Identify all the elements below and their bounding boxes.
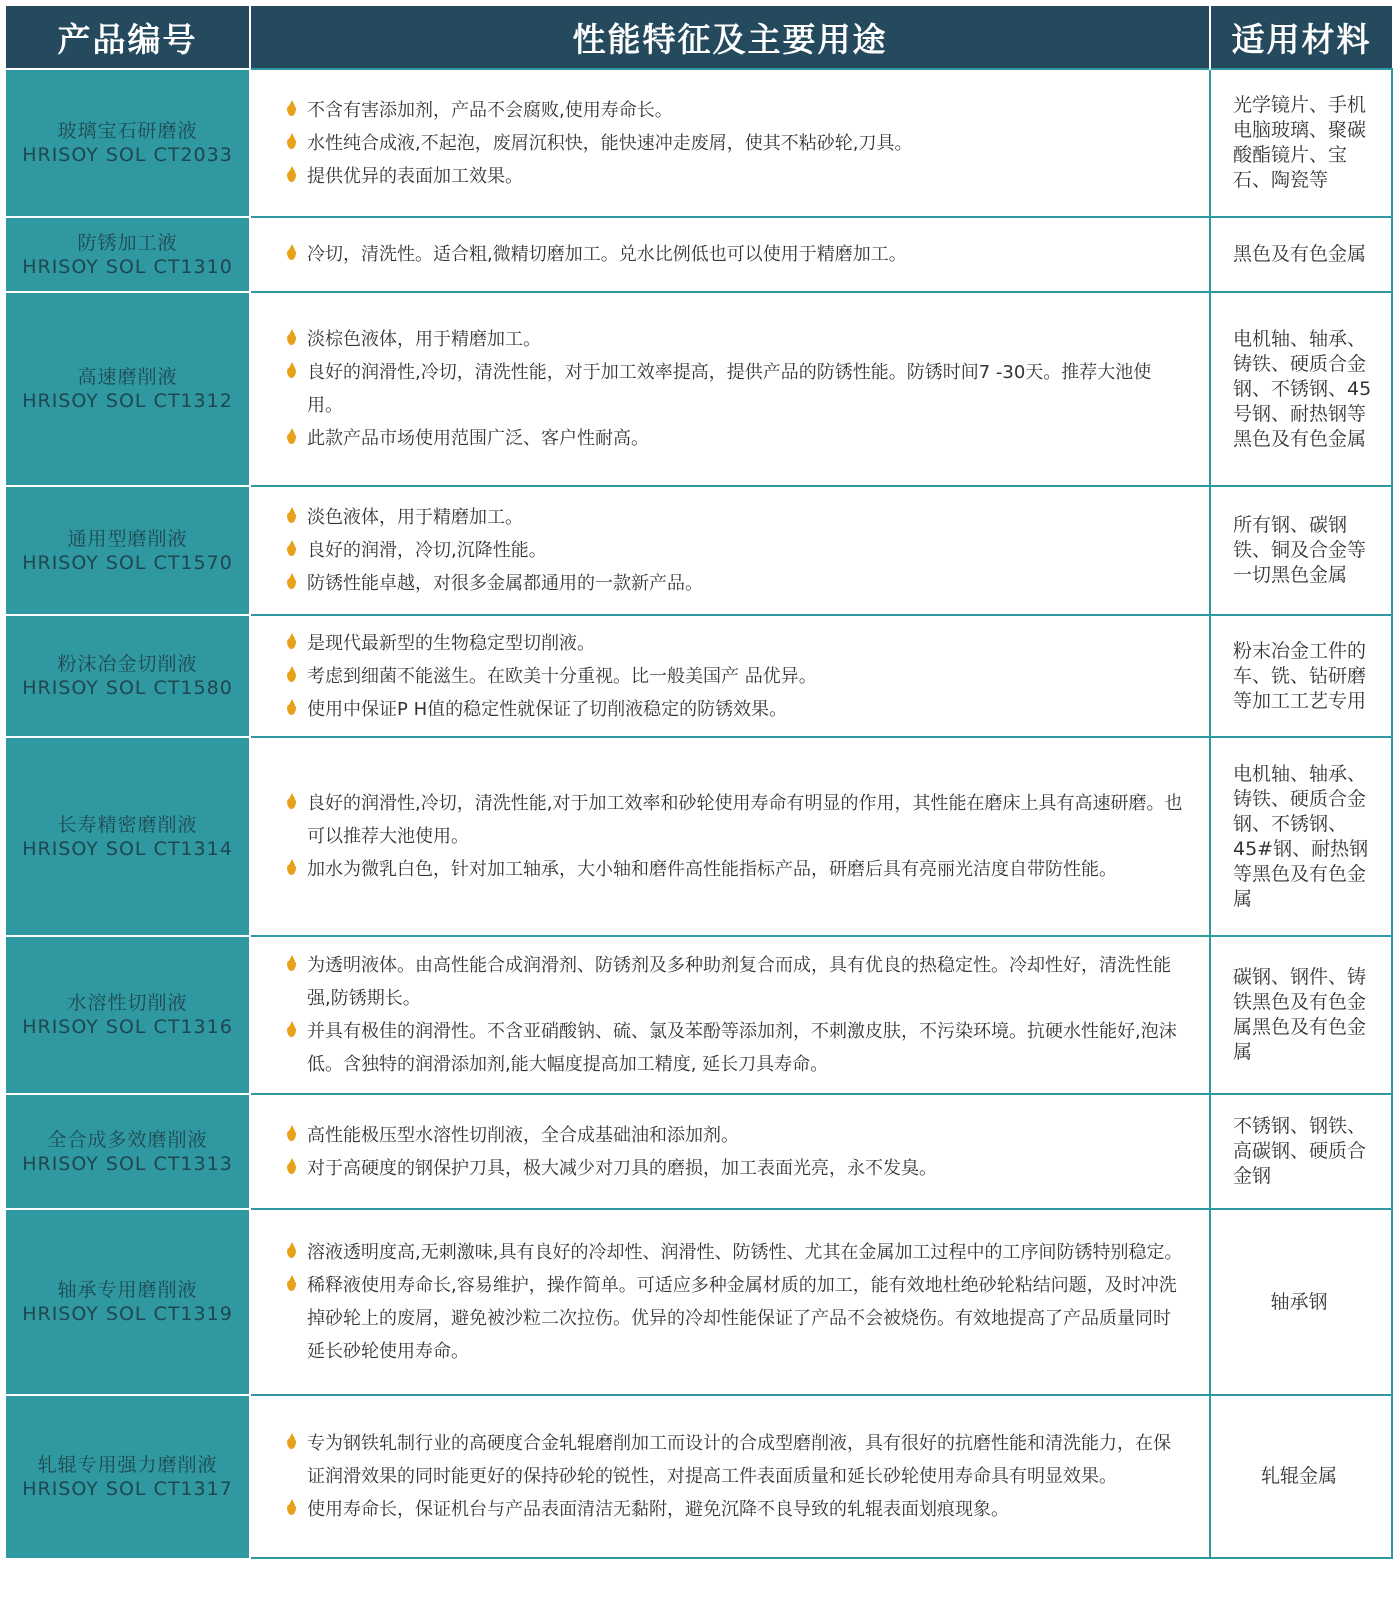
feature-text: 是现代最新型的生物稳定型切削液。 (307, 632, 595, 654)
product-cell (6, 615, 250, 737)
product-name: 水溶性切削液 (67, 992, 188, 1014)
table-row (6, 292, 1392, 486)
table-row (6, 486, 1392, 615)
product-code: HRISOY SOL CT1319 (22, 1303, 233, 1325)
feature-text: 使用中保证P H值的稳定性就保证了切削液稳定的防锈效果。 (307, 698, 788, 720)
materials-cell: 光学镜片、手机电脑玻璃、聚碳酸酯镜片、宝石、陶瓷等 (1210, 69, 1392, 217)
feature-item (287, 1269, 1187, 1368)
product-name: 防锈加工液 (77, 231, 178, 254)
product-name: 玻璃宝石研磨液 (57, 120, 198, 142)
product-cell (6, 486, 250, 615)
table-row (6, 1094, 1392, 1209)
feature-text: 高性能极压型水溶性切削液，全合成基础油和添加剂。 (307, 1124, 739, 1146)
feature-text: 水性纯合成液,不起泡，废屑沉积快，能快速冲走废屑，使其不粘砂轮,刀具。 (307, 132, 913, 154)
feature-text: 冷切，清洗性。适合粗,微精切磨加工。兑水比例低也可以使用于精磨加工。 (307, 244, 907, 265)
materials-cell: 碳钢、钢件、铸铁黑色及有色金属黑色及有色金属 (1210, 936, 1392, 1094)
table-row (6, 936, 1392, 1094)
product-name: 轴承专用磨削液 (57, 1279, 198, 1301)
feature-text: 为透明液体。由高性能合成润滑剂、防锈剂及多种助剂复合而成，具有优良的热稳定性。冷却性好，清洗性能强,防锈期长。 (307, 955, 1171, 1009)
feature-item (287, 1493, 1187, 1526)
features-cell (250, 486, 1210, 615)
features-cell (250, 217, 1210, 292)
features-cell (250, 1395, 1210, 1558)
feature-text: 加水为微乳白色，针对加工轴承，大小轴和磨件高性能指标产品，研磨后具有亮丽光洁度自带防性能。 (307, 859, 1117, 880)
oil-drop-icon (287, 864, 296, 875)
feature-text: 专为钢铁轧制行业的高硬度合金轧辊磨削加工而设计的合成型磨削液，具有很好的抗磨性能和清洗能力，在保证润滑效果的同时能更好的保持砂轮的锐性，对提高工件表面质量和延长砂轮使用寿命具有明显效果。 (307, 1433, 1171, 1487)
oil-drop-icon (287, 1163, 296, 1174)
materials-cell: 所有钢、碳钢铁、铜及合金等一切黑色金属 (1210, 486, 1392, 615)
feature-item (287, 853, 1187, 886)
product-cell (6, 1209, 250, 1395)
header-product-code: 产品编号 (6, 6, 250, 69)
table-row (6, 737, 1392, 936)
product-name: 长寿精密磨削液 (57, 813, 198, 836)
feature-text: 并具有极佳的润滑性。不含亚硝酸钠、硫、氯及苯酚等添加剂，不刺激皮肤，不污染环境。抗硬水性能好,泡沫低。含独特的润滑添加剂,能大幅度提高加工精度, 延长刀具寿命。 (307, 1021, 1177, 1075)
oil-drop-icon (287, 512, 296, 523)
features-cell (250, 69, 1210, 217)
oil-drop-icon (287, 704, 296, 715)
product-cell (6, 936, 250, 1094)
feature-item (287, 1236, 1187, 1269)
table-row (6, 217, 1392, 292)
table-row (6, 1209, 1392, 1395)
materials-cell: 电机轴、轴承、铸铁、硬质合金钢、不锈钢、45号钢、耐热钢等黑色及有色金属 (1210, 292, 1392, 486)
product-code: HRISOY SOL CT1314 (22, 837, 233, 860)
oil-drop-icon (287, 334, 296, 345)
oil-drop-icon (287, 545, 296, 556)
product-code: HRISOY SOL CT1310 (22, 255, 233, 278)
product-code: HRISOY SOL CT1317 (22, 1478, 233, 1500)
product-name: 高速磨削液 (77, 366, 178, 388)
features-cell (250, 615, 1210, 737)
feature-text: 使用寿命长，保证机台与产品表面清洁无黏附，避免沉降不良导致的轧辊表面划痕现象。 (307, 1499, 1009, 1520)
feature-item (287, 501, 1187, 534)
table-body (6, 69, 1392, 1558)
oil-drop-icon (287, 138, 296, 149)
product-cell (6, 1094, 250, 1209)
oil-drop-icon (287, 105, 296, 116)
product-name: 通用型磨削液 (67, 527, 188, 550)
product-code: HRISOY SOL CT1312 (22, 390, 233, 412)
feature-text: 对于高硬度的钢保护刀具，极大减少对刀具的磨损，加工表面光亮，永不发臭。 (307, 1157, 937, 1179)
oil-drop-icon (287, 1504, 296, 1515)
feature-text: 此款产品市场使用范围广泛、客户性耐高。 (307, 428, 649, 449)
product-name: 粉沫冶金切削液 (57, 653, 198, 675)
oil-drop-icon (287, 1247, 296, 1258)
table-row (6, 69, 1392, 217)
feature-item (287, 127, 1187, 160)
oil-drop-icon (287, 1130, 296, 1141)
table-row (6, 1395, 1392, 1558)
oil-drop-icon (287, 671, 296, 682)
feature-item (287, 1427, 1187, 1493)
header-applicable-materials: 适用材料 (1210, 6, 1392, 69)
materials-cell: 不锈钢、钢铁、高碳钢、硬质合金钢 (1210, 1094, 1392, 1209)
feature-text: 提供优异的表面加工效果。 (307, 165, 523, 187)
feature-item (287, 238, 1187, 271)
feature-item (287, 534, 1187, 567)
features-cell (250, 1094, 1210, 1209)
product-cell (6, 292, 250, 486)
product-spec-table (6, 6, 1393, 1559)
materials-cell: 电机轴、轴承、铸铁、硬质合金钢、不锈钢、45#钢、耐热钢等黑色及有色金属 (1210, 737, 1392, 936)
feature-text: 良好的润滑，冷切,沉降性能。 (307, 540, 547, 561)
product-name: 全合成多效磨削液 (47, 1128, 208, 1151)
features-cell (250, 737, 1210, 936)
feature-item (287, 949, 1187, 1015)
materials-cell: 轧辊金属 (1210, 1395, 1392, 1558)
feature-text: 溶液透明度高,无刺激味,具有良好的冷却性、润滑性、防锈性、尤其在金属加工过程中的工序间防锈特别稳定。 (307, 1242, 1183, 1263)
feature-text: 淡色液体，用于精磨加工。 (307, 507, 523, 528)
product-cell (6, 217, 250, 292)
features-cell (250, 936, 1210, 1094)
product-code: HRISOY SOL CT2033 (22, 144, 233, 166)
feature-item (287, 627, 1187, 660)
product-code: HRISOY SOL CT1316 (22, 1016, 233, 1038)
product-cell (6, 69, 250, 217)
feature-item (287, 422, 1187, 455)
oil-drop-icon (287, 1280, 296, 1291)
features-cell (250, 1209, 1210, 1395)
product-cell (6, 1395, 250, 1558)
product-code: HRISOY SOL CT1570 (22, 551, 233, 574)
oil-drop-icon (287, 1438, 296, 1449)
features-cell (250, 292, 1210, 486)
oil-drop-icon (287, 798, 296, 809)
materials-cell: 粉末冶金工件的车、铣、钻研磨等加工工艺专用 (1210, 615, 1392, 737)
oil-drop-icon (287, 1026, 296, 1037)
feature-text: 不含有害添加剂，产品不会腐败,使用寿命长。 (307, 99, 673, 121)
feature-item (287, 160, 1187, 193)
feature-text: 防锈性能卓越，对很多金属都通用的一款新产品。 (307, 573, 703, 594)
header-features-usage: 性能特征及主要用途 (250, 6, 1210, 69)
feature-item (287, 660, 1187, 693)
product-code: HRISOY SOL CT1313 (22, 1152, 233, 1175)
product-code: HRISOY SOL CT1580 (22, 677, 233, 699)
feature-text: 考虑到细菌不能滋生。在欧美十分重视。比一般美国产 品优异。 (307, 665, 817, 687)
oil-drop-icon (287, 578, 296, 589)
feature-item (287, 94, 1187, 127)
feature-item (287, 567, 1187, 600)
product-spec-table-wrapper (6, 6, 1392, 1559)
product-name: 轧辊专用强力磨削液 (37, 1454, 218, 1476)
feature-item (287, 787, 1187, 853)
oil-drop-icon (287, 638, 296, 649)
feature-item (287, 693, 1187, 726)
feature-item (287, 1119, 1187, 1152)
oil-drop-icon (287, 171, 296, 182)
header-row (6, 6, 1392, 69)
feature-text: 淡棕色液体，用于精磨加工。 (307, 329, 541, 350)
oil-drop-icon (287, 960, 296, 971)
oil-drop-icon (287, 433, 296, 444)
oil-drop-icon (287, 367, 296, 378)
feature-item (287, 356, 1187, 422)
feature-item (287, 323, 1187, 356)
materials-cell: 轴承钢 (1210, 1209, 1392, 1395)
feature-text: 稀释液使用寿命长,容易维护，操作简单。可适应多种金属材质的加工，能有效地杜绝砂轮粘结问题，及时冲洗掉砂轮上的废屑，避免被沙粒二次拉伤。优异的冷却性能保证了产品不会被烧伤。有效地提高了产品质量同时延长砂轮使用寿命。 (307, 1275, 1177, 1362)
feature-item (287, 1015, 1187, 1081)
feature-item (287, 1152, 1187, 1185)
oil-drop-icon (287, 249, 296, 260)
feature-text: 良好的润滑性,冷切，清洗性能，对于加工效率提高，提供产品的防锈性能。防锈时间7 -30天。推荐大池使用。 (307, 362, 1152, 416)
product-cell (6, 737, 250, 936)
feature-text: 良好的润滑性,冷切，清洗性能,对于加工效率和砂轮使用寿命有明显的作用，其性能在磨床上具有高速研磨。也可以推荐大池使用。 (307, 793, 1183, 847)
table-row (6, 615, 1392, 737)
materials-cell: 黑色及有色金属 (1210, 217, 1392, 292)
